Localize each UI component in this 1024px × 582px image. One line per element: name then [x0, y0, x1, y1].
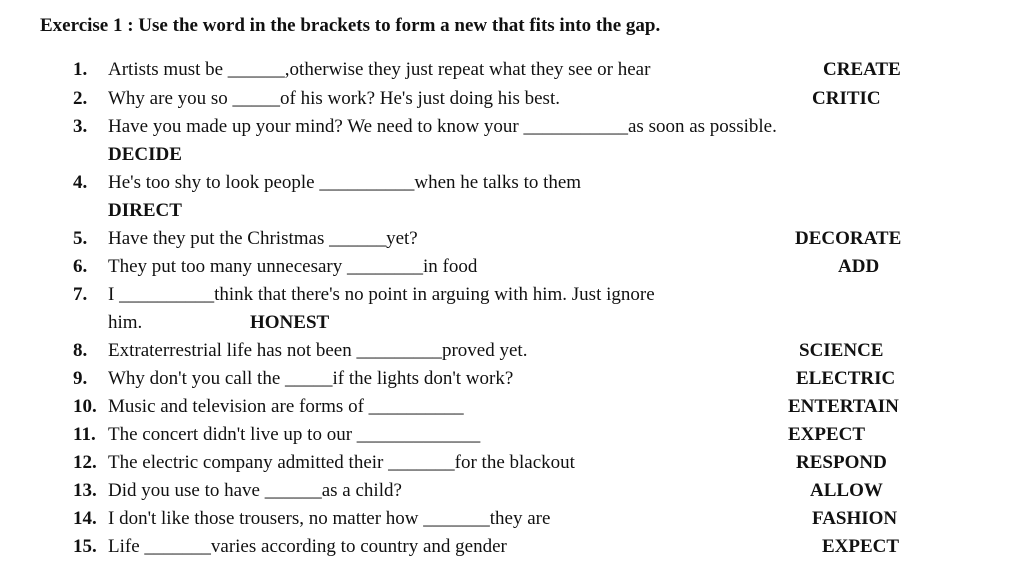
item-number: 12. — [73, 452, 97, 473]
exercise-title: Exercise 1 : Use the word in the brackets to form a new that fits into the gap. — [40, 15, 661, 36]
item-text: The concert didn't live up to our _____________ — [108, 424, 481, 445]
item-number: 13. — [73, 480, 97, 501]
item-number: 5. — [73, 228, 88, 249]
item-text: Why don't you call the _____if the lights don't work? — [108, 368, 514, 389]
item-text: Did you use to have ______as a child? — [108, 480, 402, 501]
item-text: Music and television are forms of __________ — [108, 396, 464, 417]
item-keyword: ADD — [838, 256, 880, 277]
item-keyword: DIRECT — [108, 200, 182, 221]
item-number: 2. — [73, 88, 88, 109]
item-keyword: ALLOW — [810, 480, 883, 501]
item-keyword: HONEST — [250, 312, 330, 333]
item-keyword: SCIENCE — [799, 340, 884, 361]
item-keyword: CRITIC — [812, 88, 881, 109]
item-keyword: ENTERTAIN — [788, 396, 899, 417]
item-number: 3. — [73, 116, 88, 137]
item-number: 8. — [73, 340, 88, 361]
item-keyword: DECIDE — [108, 144, 182, 165]
item-text: They put too many unnecesary ________in food — [108, 256, 478, 277]
item-text-continued: him. — [108, 312, 143, 333]
item-number: 4. — [73, 172, 88, 193]
item-text: He's too shy to look people __________when he talks to them — [108, 172, 582, 193]
item-text: Have you made up your mind? We need to know your ___________as soon as possible. — [108, 116, 777, 137]
item-keyword: EXPECT — [788, 424, 866, 445]
item-number: 10. — [73, 396, 97, 417]
item-keyword: RESPOND — [796, 452, 887, 473]
item-number: 1. — [73, 59, 88, 80]
item-keyword: FASHION — [812, 508, 898, 529]
item-number: 14. — [73, 508, 97, 529]
item-text: Artists must be ______,otherwise they just repeat what they see or hear — [108, 59, 651, 80]
item-text: Why are you so _____of his work? He's just doing his best. — [108, 88, 560, 109]
item-number: 11. — [73, 424, 96, 445]
item-text: Have they put the Christmas ______yet? — [108, 228, 418, 249]
item-text: Life _______varies according to country and gender — [108, 536, 507, 557]
item-keyword: ELECTRIC — [796, 368, 896, 389]
item-keyword: DECORATE — [795, 228, 902, 249]
item-number: 9. — [73, 368, 88, 389]
item-text: I don't like those trousers, no matter how _______they are — [108, 508, 551, 529]
item-number: 7. — [73, 284, 88, 305]
item-keyword: EXPECT — [822, 536, 900, 557]
item-text: The electric company admitted their _______for the blackout — [108, 452, 575, 473]
item-number: 6. — [73, 256, 88, 277]
item-keyword: CREATE — [823, 59, 901, 80]
item-text: I __________think that there's no point in arguing with him. Just ignore — [108, 284, 655, 305]
item-number: 15. — [73, 536, 97, 557]
item-text: Extraterrestrial life has not been _________proved yet. — [108, 340, 528, 361]
